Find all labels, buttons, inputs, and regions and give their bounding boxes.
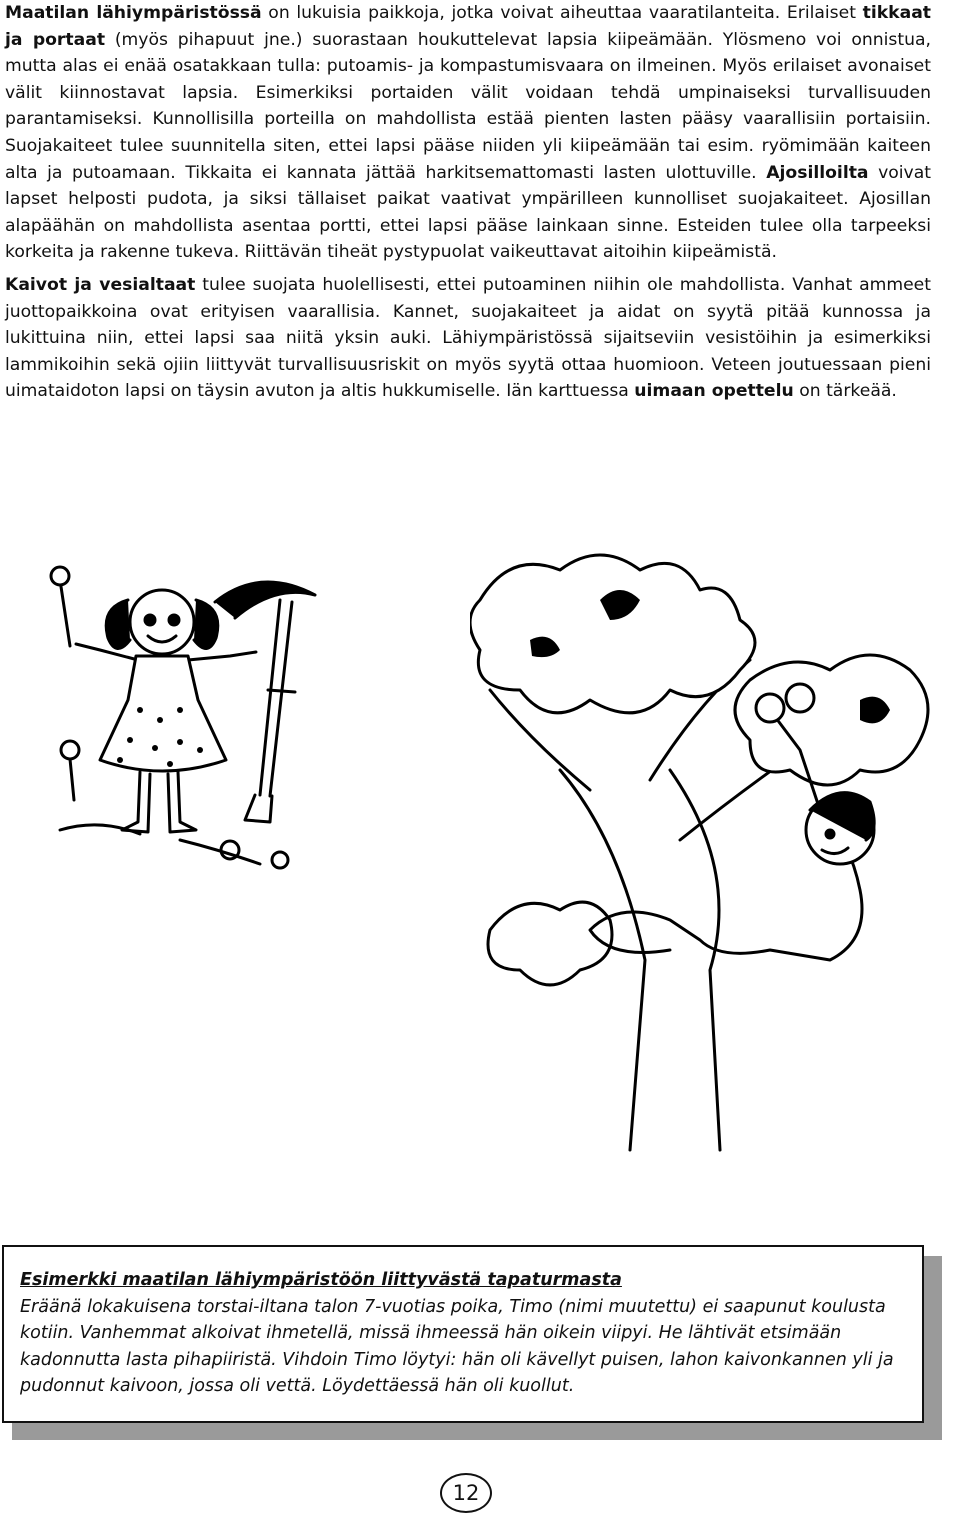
example-body: Eräänä lokakuisena torstai-iltana talon 7-vuotias poika, Timo (nimi muutettu) ei saapunut koulusta kotiin. Vanhemmat alkoivat ihmetellä, missä ihmeessä hän oikein viipyi. He lähtivät etsimään kadonnutta lasta pihapiiristä. Vihdoin Timo löytyi: hän oli kävellyt puisen, lahon kaivonkannen yli ja pudonnut kaivoon, jossa oli vettä. Löydettäessä hän oli kuollut.	[20, 1296, 894, 1396]
term-wells-pools: Kaivot ja vesialtaat	[5, 274, 196, 295]
body-text	[5, 0, 931, 411]
term-ramps: Ajosilloilta	[766, 162, 869, 183]
page-number: 12	[440, 1473, 492, 1513]
term-swimming: uimaan opettelu	[634, 381, 794, 402]
girl-with-scythe-illustration	[30, 560, 330, 880]
boy-climbing-tree-illustration	[470, 540, 940, 1160]
example-title: Esimerkki maatilan lähiympäristöön liittyvästä tapaturmasta	[20, 1270, 622, 1290]
paragraph-ladders: Maatilan lähiympäristössä on lukuisia paikkoja, jotka voivat aiheuttaa vaaratilanteita. Erilaiset tikkaat ja portaat (myös pihapuut jne.) suorastaan houkuttelevat lapsia kiipeämään. Ylösmeno voi onnistua, mutta alas ei enää osatakkaan tulla: putoamis- ja kompastumisvaara on ilmeinen. Myös erilaiset avonaiset välit kiinnostavat lapsia. Esimerkiksi portaiden välit voidaan tehdä umpinaiseksi turvallisuuden parantamiseksi. Kunnollisilla porteilla on mahdollista estää pienten lasten pääsy vaarallisiin portaisiin. Suojakaiteet tulee suunnitella siten, ettei lapsi pääse niiden yli kiipeämään tai esim. ryömimään kaiteen alta ja putoamaan. Tikkaita ei kannata jättää harkitsemattomasti lasten ulottuville. Ajosilloilta voivat lapset helposti pudota, ja siksi tällaiset paikat vaativat ympärilleen kunnolliset suojakaiteet. Ajosillan alapäähän on mahdollista asentaa portti, ettei lapsi pääse lainkaan sinne. Esteiden tulee olla tarpeeksi korkeita ja rakenne tukeva. Riittävän tiheät pystypuolat vaikeuttavat aitoihin kiipeämistä.	[5, 3, 932, 263]
paragraph-wells: Kaivot ja vesialtaat tulee suojata huolellisesti, ettei putoaminen niihin ole mahdollista. Vanhat ammeet juottopaikkoina ovat erityisen vaarallisia. Kannet, suojakaiteet ja aidat on syytä pitää kunnossa ja lukittuina niin, ettei lapsi saa niitä yksin auki. Lähiympäristössä sijaitseviin vesistöihin ja esimerkiksi lammikoihin sekä ojiin liittyvät turvallisuusriskit on myös syytä ottaa huomioon. Veteen joutuessaan pieni uimataidoton lapsi on täysin avuton ja altis hukkumiselle. Iän karttuessa uimaan opettelu on tärkeää.	[5, 274, 931, 402]
term-ladders-stairs: tikkaat ja portaat	[5, 3, 932, 50]
example-box	[2, 1245, 924, 1423]
term-farm-surroundings: Maatilan lähiympäristössä	[5, 3, 262, 23]
